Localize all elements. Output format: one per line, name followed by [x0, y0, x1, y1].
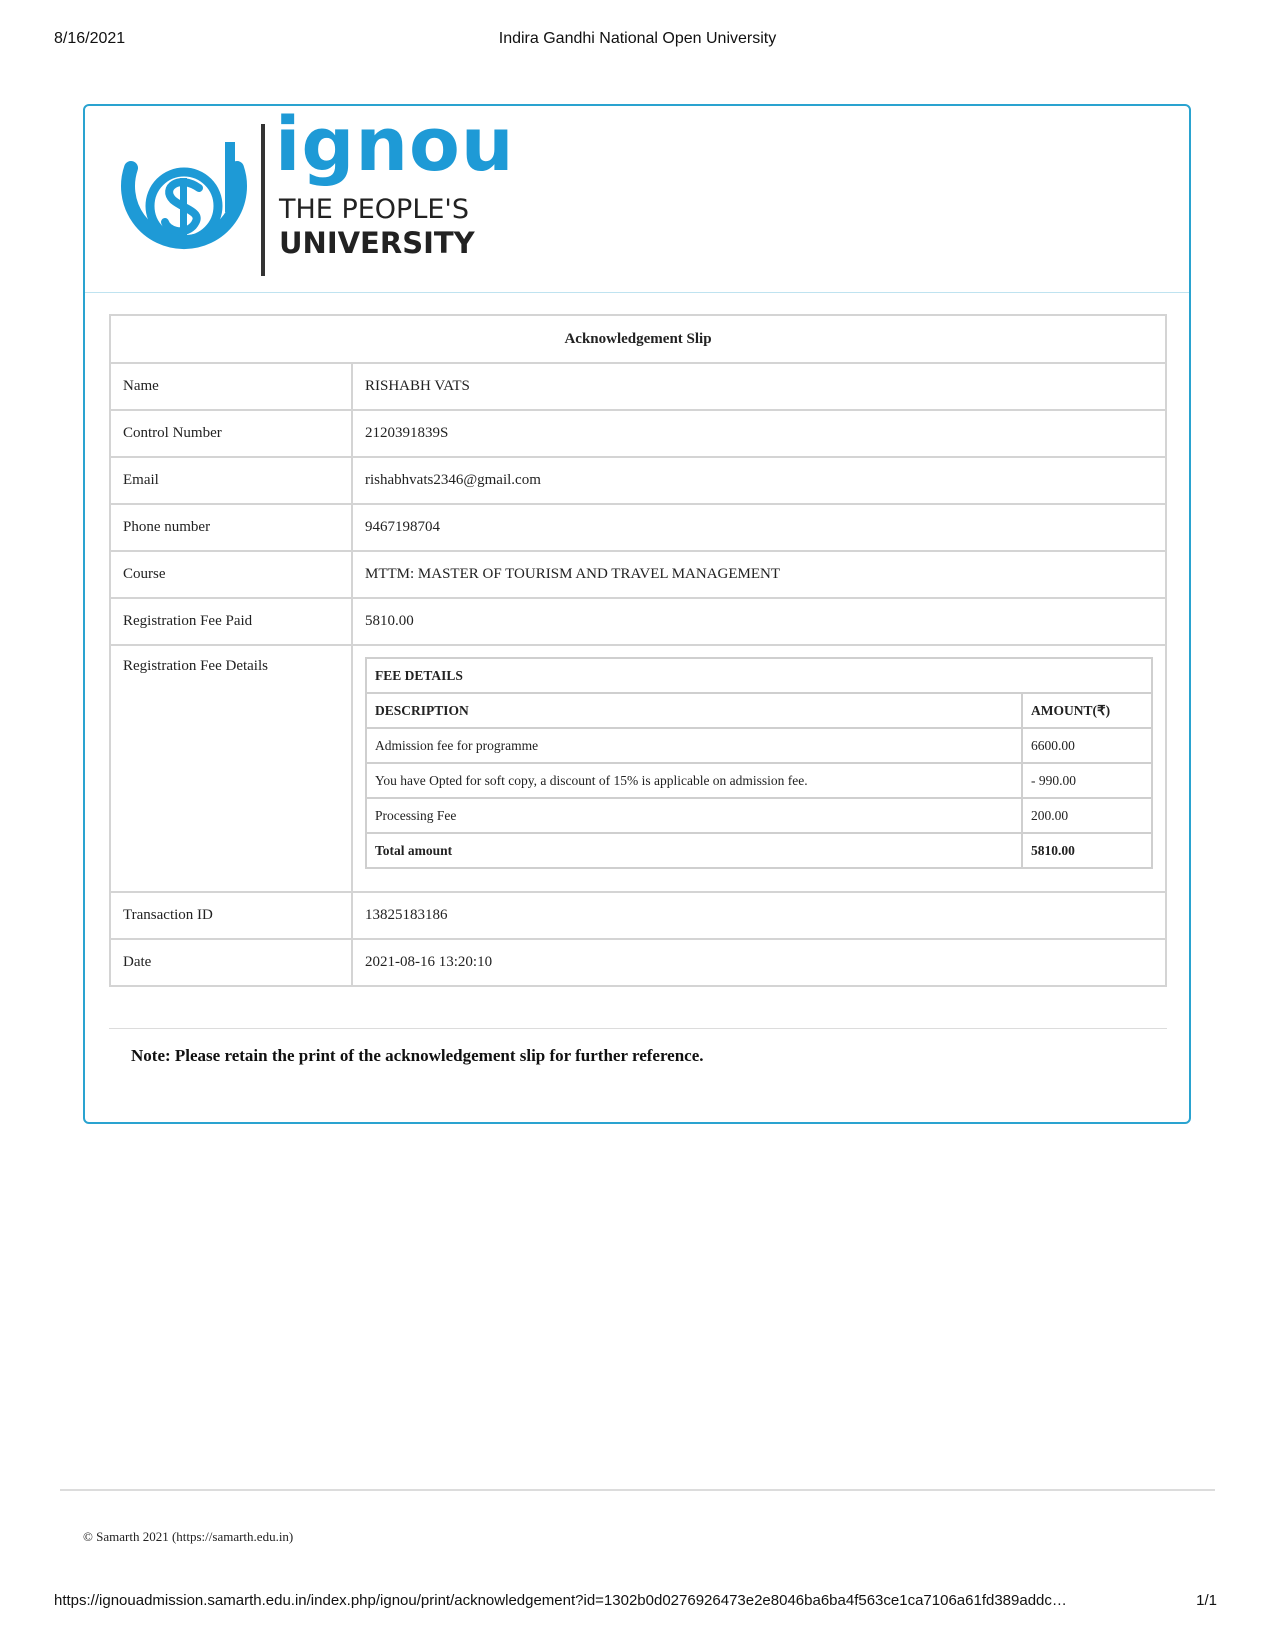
ignou-emblem-icon — [109, 138, 259, 268]
footer-divider — [60, 1489, 1215, 1491]
fee-item-row — [366, 798, 1152, 833]
slip-title: Acknowledgement Slip — [110, 315, 1166, 363]
fee-item-description: Admission fee for programme — [366, 728, 1022, 763]
table-row — [110, 551, 1166, 598]
fee-item-amount: - 990.00 — [1022, 763, 1152, 798]
table-row — [110, 645, 1166, 892]
fee-paid-label: Registration Fee Paid — [110, 598, 352, 645]
acknowledgement-table — [109, 314, 1167, 987]
note-divider — [109, 1028, 1167, 1029]
table-row — [110, 892, 1166, 939]
date-value: 2021-08-16 13:20:10 — [352, 939, 1166, 986]
fee-item-row — [366, 728, 1152, 763]
email-value: rishabhvats2346@gmail.com — [352, 457, 1166, 504]
transaction-id-label: Transaction ID — [110, 892, 352, 939]
logo-divider — [261, 124, 265, 276]
name-value: RISHABH VATS — [352, 363, 1166, 410]
fee-details-heading: FEE DETAILS — [366, 658, 1152, 693]
fee-total-amount: 5810.00 — [1022, 833, 1152, 868]
transaction-id-value: 13825183186 — [352, 892, 1166, 939]
fee-item-row — [366, 763, 1152, 798]
ignou-logo — [109, 102, 515, 280]
fee-total-label: Total amount — [366, 833, 1022, 868]
fee-col-description: DESCRIPTION — [366, 693, 1022, 728]
phone-value: 9467198704 — [352, 504, 1166, 551]
fee-details-label: Registration Fee Details — [110, 645, 352, 892]
fee-item-amount: 6600.00 — [1022, 728, 1152, 763]
fee-paid-value: 5810.00 — [352, 598, 1166, 645]
fee-column-header-row — [366, 693, 1152, 728]
fee-details-table — [365, 657, 1153, 869]
print-page-title: Indira Gandhi National Open University — [498, 30, 777, 47]
table-row — [110, 504, 1166, 551]
control-number-value: 2120391839S — [352, 410, 1166, 457]
table-row — [110, 457, 1166, 504]
logo-tagline-line1: THE PEOPLE'S — [279, 194, 469, 225]
fee-details-cell — [352, 645, 1166, 892]
phone-label: Phone number — [110, 504, 352, 551]
retain-note: Note: Please retain the print of the acknowledgement slip for further reference. — [131, 1046, 704, 1065]
copyright-text: © Samarth 2021 (https://samarth.edu.in) — [83, 1529, 294, 1544]
control-number-label: Control Number — [110, 410, 352, 457]
table-row — [110, 939, 1166, 986]
logo-header — [85, 102, 1189, 293]
course-label: Course — [110, 551, 352, 598]
email-label: Email — [110, 457, 352, 504]
print-date: 8/16/2021 — [54, 30, 126, 47]
fee-item-description: You have Opted for soft copy, a discount of 15% is applicable on admission fee. — [366, 763, 1022, 798]
print-url: https://ignouadmission.samarth.edu.in/index.php/ignou/print/acknowledgement?id=1302b0d0276926473e2e8046ba6ba4f563ce1ca7106a61fd389addc… — [54, 1592, 1067, 1609]
date-label: Date — [110, 939, 352, 986]
table-row — [110, 363, 1166, 410]
course-value: MTTM: MASTER OF TOURISM AND TRAVEL MANAGEMENT — [352, 551, 1166, 598]
page-number: 1/1 — [1196, 1592, 1217, 1609]
logo-tagline-line2: UNIVERSITY — [279, 226, 475, 260]
fee-col-amount: AMOUNT(₹) — [1022, 693, 1152, 728]
fee-total-row — [366, 833, 1152, 868]
name-label: Name — [110, 363, 352, 410]
fee-item-description: Processing Fee — [366, 798, 1022, 833]
table-row — [110, 598, 1166, 645]
acknowledgement-card — [83, 104, 1191, 1124]
table-row — [110, 410, 1166, 457]
fee-heading-row — [366, 658, 1152, 693]
logo-wordmark: ignou — [275, 102, 515, 188]
slip-title-row — [110, 315, 1166, 363]
fee-item-amount: 200.00 — [1022, 798, 1152, 833]
